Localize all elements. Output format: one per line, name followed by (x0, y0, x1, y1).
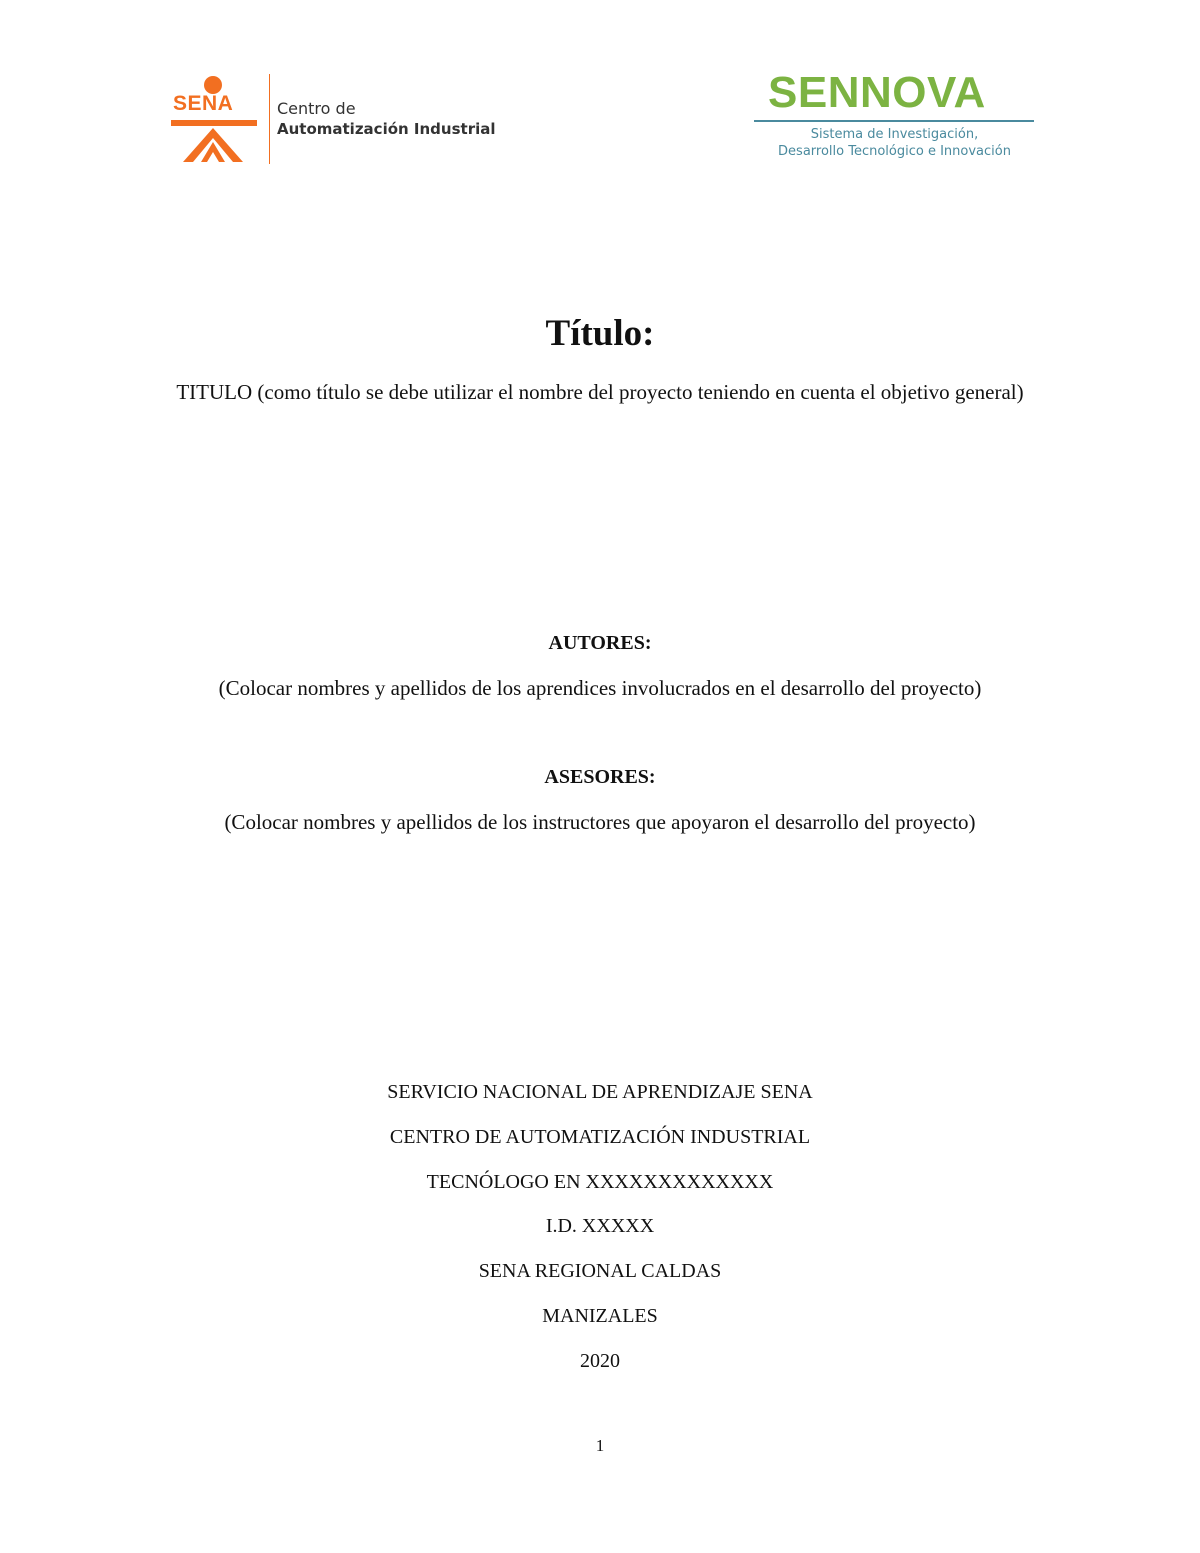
institution-line: SENA REGIONAL CALDAS (478, 1260, 722, 1282)
institution-year: 2020 (580, 1350, 620, 1372)
institution-line: CENTRO DE AUTOMATIZACIÓN INDUSTRIAL (389, 1126, 811, 1148)
sena-logo (165, 68, 510, 168)
sennova-subtitle (752, 126, 1037, 160)
sena-center-name (277, 98, 517, 140)
institution-line: TECNÓLOGO EN XXXXXXXXXXXXX (426, 1171, 774, 1193)
autores-text: (Colocar nombres y apellidos de los aprendices involucrados en el desarrollo del proyecto) (218, 676, 982, 700)
page-number: 1 (595, 1436, 605, 1455)
sena-center-line1: Centro de (277, 99, 356, 118)
sena-center-line2: Automatización Industrial (277, 120, 496, 138)
title-heading: Título: (545, 313, 655, 354)
institution-line: I.D. XXXXX (545, 1215, 655, 1237)
sennova-sub-line1: Sistema de Investigación, (810, 127, 979, 142)
sena-brand: SENA (173, 92, 234, 115)
sena-emblem-icon (165, 68, 265, 168)
sennova-sub-line2: Desarrollo Tecnológico e Innovación (778, 144, 1011, 159)
logo-divider (269, 74, 270, 164)
autores-label: AUTORES: (548, 632, 652, 654)
title-description: TITULO (como título se debe utilizar el nombre del proyecto teniendo en cuenta el objetivo general) (176, 380, 1024, 404)
sennova-logo (752, 66, 1037, 166)
institution-line: MANIZALES (542, 1305, 658, 1327)
sennova-underline (754, 120, 1034, 122)
asesores-text: (Colocar nombres y apellidos de los instructores que apoyaron el desarrollo del proyecto) (224, 810, 976, 834)
institution-line: SERVICIO NACIONAL DE APRENDIZAJE SENA (387, 1081, 813, 1103)
asesores-label: ASESORES: (544, 766, 656, 788)
sennova-brand: SENNOVA (768, 68, 986, 117)
